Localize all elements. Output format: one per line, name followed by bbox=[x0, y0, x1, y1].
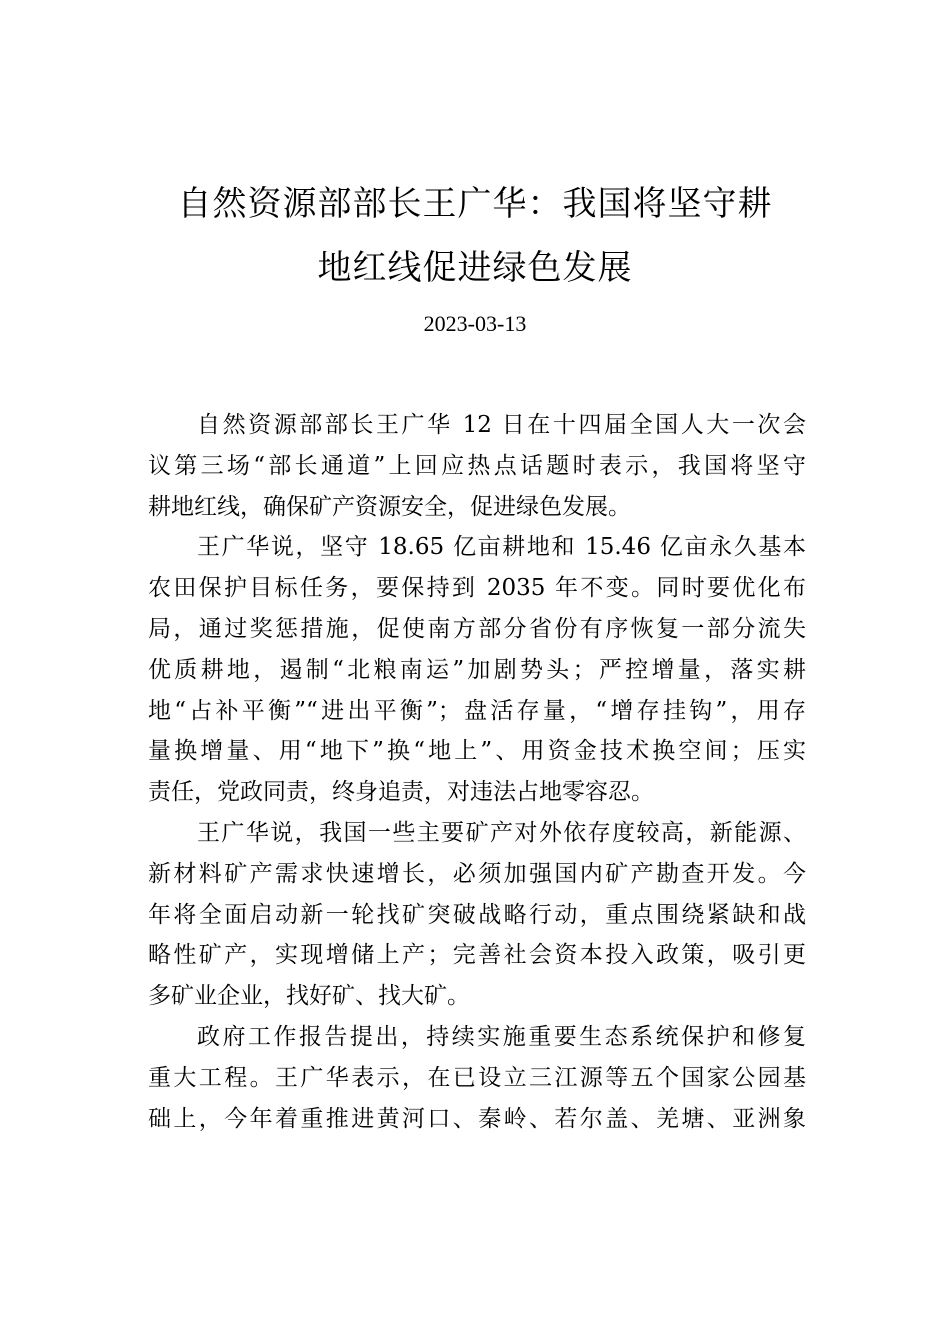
body-line: 略性矿产，实现增储上产；完善社会资本投入政策，吸引更 bbox=[148, 942, 806, 969]
article-date: 2023-03-13 bbox=[423, 311, 527, 336]
article-title-line-2: 地红线促进绿色发展 bbox=[317, 248, 633, 288]
article-title-line-1: 自然资源部部长王广华：我国将坚守耕 bbox=[177, 184, 773, 224]
body-line: 优质耕地，遏制“北粮南运”加剧势头；严控增量，落实耕 bbox=[148, 656, 806, 683]
body-line: 王广华说，我国一些主要矿产对外依存度较高，新能源、 bbox=[197, 819, 806, 846]
body-line: 地“占补平衡”“进出平衡”；盘活存量，“增存挂钩”，用存 bbox=[148, 697, 806, 724]
body-line: 议第三场“部长通道”上回应热点话题时表示，我国将坚守 bbox=[148, 452, 806, 479]
body-line: 自然资源部部长王广华 12 日在十四届全国人大一次会 bbox=[197, 412, 806, 438]
article-body bbox=[148, 405, 806, 1139]
body-line: 政府工作报告提出，持续实施重要生态系统保护和修复 bbox=[197, 1023, 806, 1050]
body-line: 础上，今年着重推进黄河口、秦岭、若尔盖、羌塘、亚洲象 bbox=[148, 1105, 806, 1132]
body-line: 量换增量、用“地下”换“地上”、用资金技术换空间；压实 bbox=[148, 738, 806, 765]
article-title bbox=[140, 172, 810, 300]
body-line: 局，通过奖惩措施，促使南方部分省份有序恢复一部分流失 bbox=[148, 615, 806, 642]
body-line: 新材料矿产需求快速增长，必须加强国内矿产勘查开发。今 bbox=[148, 860, 806, 887]
body-line: 农田保护目标任务，要保持到 2035 年不变。同时要优化布 bbox=[148, 575, 806, 602]
body-line: 多矿业企业，找好矿、找大矿。 bbox=[148, 983, 470, 1010]
body-line: 重大工程。王广华表示，在已设立三江源等五个国家公园基 bbox=[148, 1064, 806, 1091]
body-line: 年将全面启动新一轮找矿突破战略行动，重点围绕紧缺和战 bbox=[148, 901, 806, 928]
body-line: 耕地红线，确保矿产资源安全，促进绿色发展。 bbox=[148, 493, 631, 520]
body-line: 王广华说，坚守 18.65 亿亩耕地和 15.46 亿亩永久基本 bbox=[197, 534, 806, 561]
body-line: 责任，党政同责，终身追责，对违法占地零容忍。 bbox=[148, 779, 654, 806]
